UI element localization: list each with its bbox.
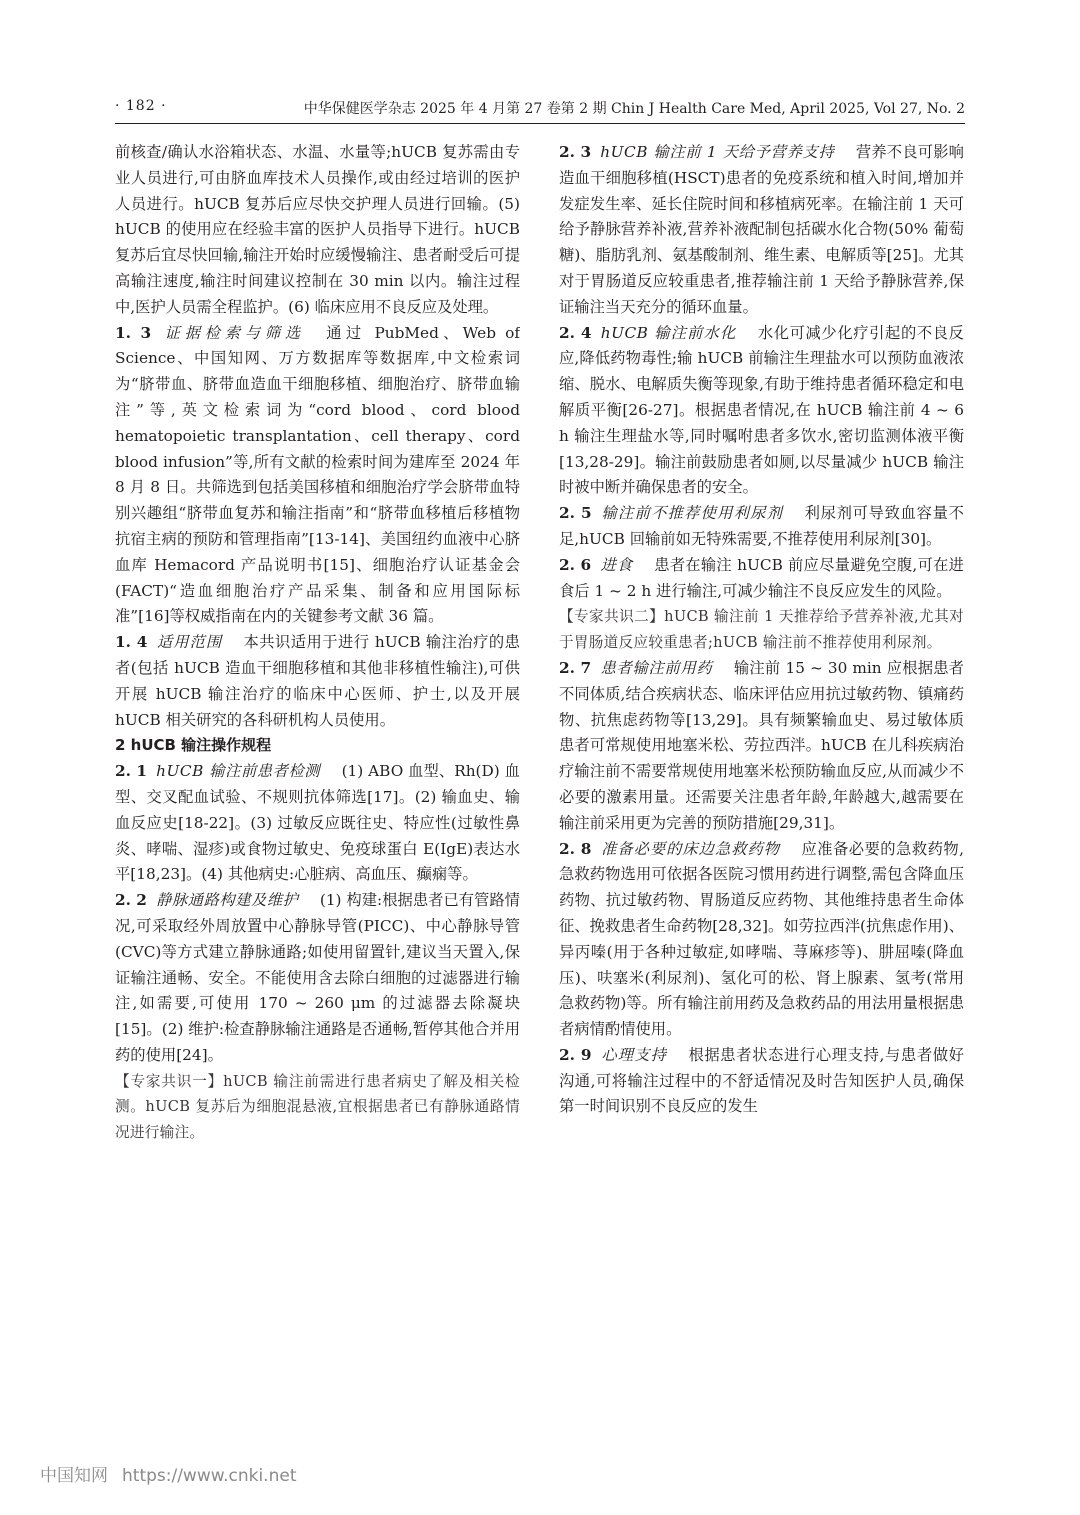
section-title: hUCB 输注前 1 天给予营养支持 [600, 143, 835, 161]
section-title: 准备必要的床边急救药物 [600, 839, 781, 858]
section-number: 1. 3 [115, 323, 152, 342]
section-title: 心理支持 [600, 1045, 668, 1064]
watermark-brand: 中国知网 [40, 1466, 108, 1486]
section-number: 2. 2 [115, 891, 147, 910]
section-number: 2. 6 [559, 555, 592, 574]
section-text: (1) ABO 血型、Rh(D) 血型、交叉配血试验、不规则抗体筛选[17]。(2) 输血史、输血反应史[18-22]。(3) 过敏反应既往史、特应性(过敏性鼻炎、哮喘、湿疹)或食物过敏史、免疫球蛋白 E(IgE)表达水平[18,23]。(4) 其他病史:心脏病、高血压、癫痫等。 [115, 762, 520, 884]
section-2-heading: 2 hUCB 输注操作规程 [115, 736, 272, 755]
section-text: 通过 PubMed、Web of Science、中国知网、万方数据库等数据库,中文检索词为“脐带血、脐带血造血干细胞移植、细胞治疗、脐带血输注”等,英文检索词为“cord blood、cord blood hematopoietic transplantation、cell therapy、cord blood infusion”等,所有文献的检索时间为建库至 2024 年 8 月 8 日。共筛选到包括美国移植和细胞治疗学会脐带血特别兴趣组“脐带血复苏和输注指南”和“脐带血移植后移植物抗宿主病的预防和管理指南”[13-14]、美国纽约血液中心脐血库 Hemacord 产品说明书[15]、细胞治疗认证基金会(FACT)“造血细胞治疗产品采集、制备和应用国际标准”[16]等权威指南在内的关键参考文献 36 篇。 [115, 323, 520, 626]
section-number: 1. 4 [115, 633, 148, 652]
left-column [115, 140, 520, 1390]
section-title: hUCB 输注前患者检测 [156, 762, 321, 781]
section-title: 证据检索与筛选 [160, 323, 305, 342]
section-title: 输注前不推荐使用利尿剂 [600, 504, 784, 523]
section-text: 患者在输注 hUCB 前应尽量避免空腹,可在进食后 1 ~ 2 h 进行输注,可减少输注不良反应发生的风险。 [559, 555, 964, 600]
section-2-6 [559, 553, 964, 605]
section-text: 利尿剂可导致血容量不足,hUCB 回输前如无特殊需要,不推荐使用利尿剂[30]。 [559, 504, 964, 548]
section-text: (1) 构建:根据患者已有管路情况,可采取经外周放置中心静脉导管(PICC)、中心静脉导管(CVC)等方式建立静脉通路;如使用留置针,建议当天置入,保证输注通畅、安全。不能使用含去除白细胞的过滤器进行输注,如需要,可使用 170 ~ 260 μm 的过滤器去除凝块[15]。(2) 维护:检查静脉输注通路是否通畅,暂停其他合并用药的使用[24]。 [115, 891, 520, 1064]
section-title: 适用范围 [156, 633, 223, 652]
section-2-9 [559, 1043, 964, 1120]
section-text: 应准备必要的急救药物,急救药物选用可依据各医院习惯用药进行调整,需包含降血压药物、抗过敏药物、胃肠道反应药物、其他维持患者生命体征、挽救患者生命药物[28,32]。如劳拉西泮(抗焦虑作用)、异丙嗪(用于各种过敏症,如哮喘、荨麻疹等)、肼屈嗪(降血压)、呋塞米(利尿剂)、氢化可的松、肾上腺素、氢考(常用急救药物)等。所有输注前用药及急救药品的用法用量根据患者病情酌情使用。 [559, 839, 964, 1039]
cnki-watermark [40, 1461, 360, 1487]
section-2-4 [559, 321, 964, 502]
section-text: 根据患者状态进行心理支持,与患者做好沟通,可将输注过程中的不舒适情况及时告知医护人员,确保第一时间识别不良反应的发生 [559, 1045, 964, 1116]
expert-consensus-2: 【专家共识二】hUCB 输注前 1 天推荐给予营养补液,尤其对于胃肠道反应较重患者;hUCB 输注前不推荐使用利尿剂。 [559, 608, 964, 652]
header-divider [115, 123, 965, 124]
section-text: 输注前 15 ~ 30 min 应根据患者不同体质,结合疾病状态、临床评估应用抗过敏药物、镇痛药物、抗焦虑药物等[13,29]。具有频繁输血史、易过敏体质患者可常规使用地塞米松、劳拉西泮。hUCB 在儿科疾病治疗输注前不需要常规使用地塞米松预防输血反应,从而减少不必要的激素用量。还需要关注患者年龄,年龄越大,越需要在输注前采用更为完善的预防措施[29,31]。 [559, 658, 964, 832]
section-2-7 [559, 656, 964, 837]
page-number: · 182 · [115, 98, 167, 114]
section-number: 2. 7 [559, 658, 592, 677]
section-text: 本共识适用于进行 hUCB 输注治疗的患者(包括 hUCB 造血干细胞移植和其他非移植性输注),可供开展 hUCB 输注治疗的临床中心医师、护士,以及开展 hUCB 相关研究的各科研机构人员使用。 [115, 633, 520, 729]
section-text: 营养不良可影响造血干细胞移植(HSCT)患者的免疫系统和植入时间,增加并发症发生率、延长住院时间和移植病死率。在输注前 1 天可给予静脉营养补液,营养补液配制包括碳水化合物(50% 葡萄糖)、脂肪乳剂、氨基酸制剂、维生素、电解质等[25]。尤其对于胃肠道反应较重患者,推荐输注前 1 天给予静脉营养,保证输注当天充分的循环血量。 [559, 143, 964, 316]
section-title: 静脉通路构建及维护 [156, 891, 299, 910]
section-number: 2. 5 [559, 504, 592, 523]
section-2-8 [559, 837, 964, 1043]
section-1-3 [115, 321, 520, 631]
section-1-4 [115, 630, 520, 733]
page-header [115, 96, 965, 118]
section-number: 2. 8 [559, 839, 592, 858]
section-text: 水化可减少化疗引起的不良反应,降低药物毒性;输 hUCB 前输注生理盐水可以预防血液浓缩、脱水、电解质失衡等现象,有助于维持患者循环稳定和电解质平衡[26-27]。根据患者情况,在 hUCB 输注前 4 ~ 6 h 输注生理盐水等,同时嘱咐患者多饮水,密切监测体液平衡[13,28-29]。输注前鼓励患者如厕,以尽量减少 hUCB 输注时被中断并确保患者的安全。 [559, 323, 964, 497]
section-number: 2. 3 [559, 143, 592, 161]
section-title: 进食 [600, 555, 633, 574]
section-number: 2. 1 [115, 762, 147, 781]
section-2-2 [115, 888, 520, 1069]
section-2-3 [559, 140, 964, 321]
section-number: 2. 4 [559, 323, 592, 342]
watermark-url: https://www.cnki.net [122, 1466, 297, 1486]
journal-info: 中华保健医学杂志 2025 年 4 月第 27 卷第 2 期 Chin J Health Care Med, April 2025, Vol 27, No. 2 [303, 101, 965, 117]
right-column [559, 140, 964, 1390]
paragraph-continued: 前核查/确认水浴箱状态、水温、水量等;hUCB 复苏需由专业人员进行,可由脐血库技术人员操作,或由经过培训的医护人员进行。hUCB 复苏后应尽快交护理人员进行回输。(5) hUCB 的使用应在经验丰富的医护人员指导下进行。hUCB 复苏后宜尽快回输,输注开始时应缓慢输注、患者耐受后可提高输注速度,输注时间建议控制在 30 min 以内。输注过程中,医护人员需全程监护。(6) 临床应用不良反应及处理。 [115, 143, 520, 316]
expert-consensus-1: 【专家共识一】hUCB 输注前需进行患者病史了解及相关检测。hUCB 复苏后为细胞混悬液,宜根据患者已有静脉通路情况进行输注。 [115, 1072, 520, 1142]
section-2-1 [115, 759, 520, 888]
section-2-5 [559, 501, 964, 553]
section-title: 患者输注前用药 [600, 658, 713, 677]
section-number: 2. 9 [559, 1045, 592, 1064]
section-title: hUCB 输注前水化 [600, 323, 737, 342]
